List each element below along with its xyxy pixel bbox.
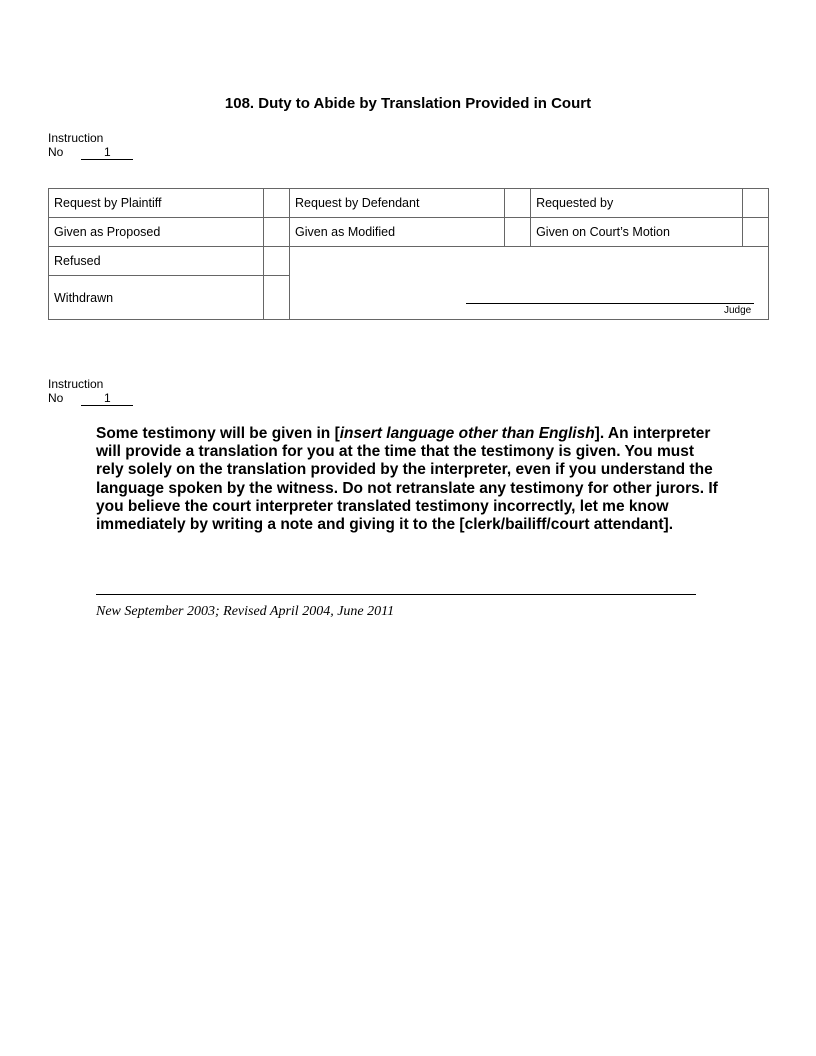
instruction-body — [96, 425, 721, 534]
body-italic-placeholder: insert language other than English — [339, 425, 595, 442]
refused-label: Refused — [49, 247, 264, 276]
given-as-modified-label: Given as Modified — [290, 218, 505, 247]
judge-signature-area — [290, 247, 769, 320]
requested-by-box[interactable] — [743, 189, 769, 218]
instruction-label: Instruction — [48, 131, 104, 145]
withdrawn-box[interactable] — [264, 276, 290, 320]
given-on-courts-motion-label: Given on Court’s Motion — [531, 218, 743, 247]
divider — [96, 594, 696, 595]
request-table — [48, 188, 769, 320]
no-label: No — [48, 145, 64, 159]
request-by-plaintiff-box[interactable] — [264, 189, 290, 218]
refused-box[interactable] — [264, 247, 290, 276]
judge-label: Judge — [724, 305, 752, 316]
requested-by-label: Requested by — [531, 189, 743, 218]
body-part-1: Some testimony will be given in [ — [96, 425, 340, 442]
request-by-defendant-box[interactable] — [505, 189, 531, 218]
instruction-number-block — [48, 131, 133, 160]
given-as-modified-box[interactable] — [505, 218, 531, 247]
given-as-proposed-box[interactable] — [264, 218, 290, 247]
request-by-plaintiff-label: Request by Plaintiff — [49, 189, 264, 218]
instruction-number-2: 1 — [81, 392, 133, 406]
request-by-defendant-label: Request by Defendant — [290, 189, 505, 218]
withdrawn-label: Withdrawn — [49, 276, 264, 320]
instruction-number: 1 — [81, 146, 133, 160]
instruction-number-block-2 — [48, 377, 133, 406]
page-title: 108. Duty to Abide by Translation Provided in Court — [224, 95, 592, 112]
judge-signature-line — [466, 303, 754, 304]
no-label-2: No — [48, 391, 64, 405]
revision-history: New September 2003; Revised April 2004, June 2011 — [96, 604, 395, 619]
given-on-courts-motion-box[interactable] — [743, 218, 769, 247]
given-as-proposed-label: Given as Proposed — [49, 218, 264, 247]
instruction-label-2: Instruction — [48, 377, 104, 391]
body-part-2: ]. An interpreter will provide a translation for you at the time that the testimony is given. You must rely solely on the translation provided by the interpreter, even if you understand the language spoken by the witness. Do not retranslate any testimony for other jurors. If you believe the court interpreter translated testimony incorrectly, let me know immediately by writing a note and giving it to the [clerk/bailiff/court attendant]. — [96, 425, 718, 534]
